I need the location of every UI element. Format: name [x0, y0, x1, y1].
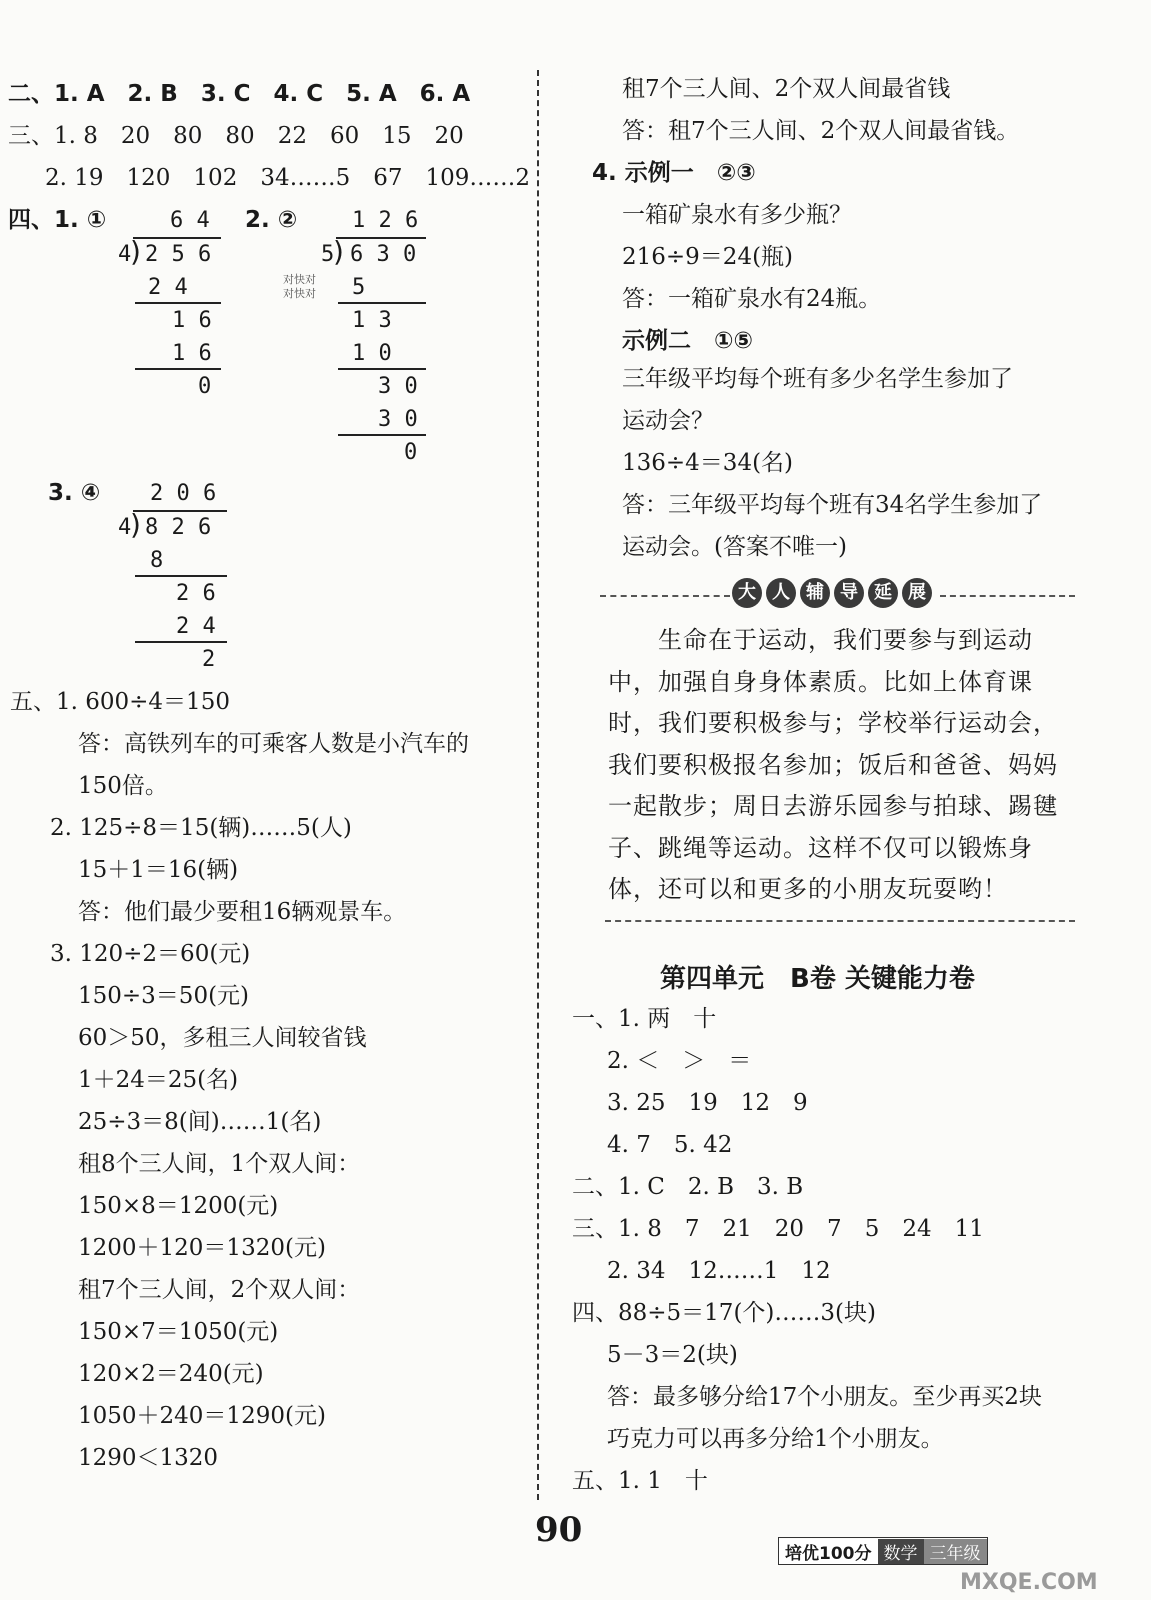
answer-line: 运动会。(答案不唯一) [622, 534, 847, 560]
remainder: 2 [202, 647, 216, 672]
word-problem-line: 150倍。 [78, 773, 168, 799]
word-problem-line: 150÷3＝50(元) [78, 983, 250, 1009]
page-number: 90 [535, 1510, 583, 1550]
answer-line: 答：一箱矿泉水有24瓶。 [622, 286, 882, 312]
remainder: 0 [198, 374, 212, 399]
quotient: 1 2 6 [352, 208, 419, 233]
banner-char: 导 [834, 578, 864, 608]
word-problem-line: 1290＜1320 [78, 1445, 219, 1471]
divider [600, 595, 730, 597]
answer-line: 136÷4＝34(名) [622, 450, 794, 476]
fill-answers-2: 2. 19 120 102 34……5 67 109……2 [45, 165, 531, 191]
answer-line: 答：租7个三人间、2个双人间最省钱。 [622, 118, 1020, 144]
answer-line: 4. 7 5. 42 [607, 1132, 733, 1158]
word-problem-line: 答：他们最少要租16辆观景车。 [78, 899, 407, 925]
answer-line: 四、88÷5＝17(个)……3(块) [572, 1300, 876, 1326]
division-label-3: 3. ④ [48, 480, 101, 506]
word-problem-line: 150×8＝1200(元) [78, 1193, 279, 1219]
divisor: 4 [118, 515, 132, 540]
mc-answers: 二、1. A 2. B 3. C 4. C 5. A 6. A [8, 81, 471, 107]
answer-line: 216÷9＝24(瓶) [622, 244, 794, 270]
banner-char: 延 [868, 578, 898, 608]
grade-label: 三年级 [924, 1539, 987, 1564]
subject-label: 数学 [878, 1539, 924, 1564]
answer-line: 三、1. 8 7 21 20 7 5 24 11 [572, 1216, 984, 1242]
answer-line: 一、1. 两 十 [572, 1006, 717, 1032]
answer-line: 二、1. C 2. B 3. B [572, 1174, 804, 1200]
answer-line: 租7个三人间、2个双人间最省钱 [622, 76, 951, 102]
word-problem-line: 150×7＝1050(元) [78, 1319, 279, 1345]
answer-line: 答：三年级平均每个班有34名学生参加了 [622, 492, 1043, 518]
word-problem-line: 3. 120÷2＝60(元) [50, 941, 251, 967]
answer-line: 答：最多够分给17个小朋友。至少再买2块 [607, 1384, 1042, 1410]
step: 1 3 [352, 308, 392, 333]
banner-char: 展 [902, 578, 932, 608]
step: 1 6 [172, 341, 212, 366]
dividend: 2 5 6 [145, 242, 212, 267]
quotient: 2 0 6 [150, 481, 217, 506]
step: 3 0 [378, 374, 418, 399]
step: 5 [352, 275, 366, 300]
example-1-label: 4. 示例一 ②③ [592, 160, 756, 186]
step: 2 4 [176, 614, 216, 639]
step: 2 6 [176, 581, 216, 606]
dividend: 6 3 0 [350, 242, 417, 267]
step: 1 6 [172, 308, 212, 333]
banner-char: 大 [732, 578, 762, 608]
answer-line: 三年级平均每个班有多少名学生参加了 [622, 366, 1013, 392]
division-label-2: 2. ② [245, 207, 298, 233]
brand-name: 培优100分 [779, 1539, 878, 1564]
answer-line: 3. 25 19 12 9 [607, 1090, 808, 1116]
word-problem-line: 2. 125÷8＝15(辆)……5(人) [50, 815, 352, 841]
stamp-text: 对快对 [283, 287, 316, 300]
word-problem-line: 25÷3＝8(间)……1(名) [78, 1109, 322, 1135]
fill-answers-1: 三、1. 8 20 80 80 22 60 15 20 [8, 123, 464, 149]
word-problem-line: 60＞50，多租三人间较省钱 [78, 1025, 367, 1051]
answer-line: 2. ＜ ＞ ＝ [607, 1048, 752, 1074]
watermark: MXQE.COM [960, 1570, 1098, 1595]
word-problem-line: 1050＋240＝1290(元) [78, 1403, 326, 1429]
divider [940, 595, 1075, 597]
banner-char: 辅 [800, 578, 830, 608]
divisor: 4 [118, 242, 132, 267]
banner-char: 人 [766, 578, 796, 608]
quotient: 6 4 [170, 208, 210, 233]
step: 3 0 [378, 407, 418, 432]
step: 8 [150, 548, 164, 573]
answer-line: 一箱矿泉水有多少瓶？ [622, 202, 852, 228]
column-divider [537, 70, 539, 1500]
word-problem-line: 五、1. 600÷4＝150 [10, 689, 230, 715]
word-problem-line: 1＋24＝25(名) [78, 1067, 239, 1093]
word-problem-line: 租8个三人间，1个双人间： [78, 1151, 361, 1177]
word-problem-line: 答：高铁列车的可乘客人数是小汽车的 [78, 731, 469, 757]
answer-line: 5－3＝2(块) [607, 1342, 738, 1368]
divider [605, 920, 1075, 922]
remainder: 0 [404, 440, 418, 465]
example-2-label: 示例二 ①⑤ [622, 328, 753, 354]
step: 2 4 [148, 275, 188, 300]
word-problem-line: 120×2＝240(元) [78, 1361, 264, 1387]
dividend: 8 2 6 [145, 515, 212, 540]
word-problem-line: 1200＋120＝1320(元) [78, 1235, 326, 1261]
answer-line: 巧克力可以再多分给1个小朋友。 [607, 1426, 944, 1452]
extension-banner [732, 578, 932, 612]
word-problem-line: 15＋1＝16(辆) [78, 857, 239, 883]
extension-paragraph: 生命在于运动，我们要参与到运动中，加强自身身体素质。比如上体育课时，我们要积极参与；学校举行运动会，我们要积极报名参加；饭后和爸爸、妈妈一起散步；周日去游乐园参与拍球、踢毽子、跳绳等运动。这样不仅可以锻炼身体，还可以和更多的小朋友玩耍哟！ [608, 626, 1058, 903]
word-problem-line: 租7个三人间，2个双人间： [78, 1277, 361, 1303]
division-label-1: 四、1. ① [8, 207, 107, 233]
answer-line: 运动会？ [622, 408, 714, 434]
step: 1 0 [352, 341, 392, 366]
answer-line: 五、1. 1 十 [572, 1468, 708, 1494]
stamp-text: 对快对 [283, 273, 316, 286]
divisor: 5 [321, 242, 335, 267]
answer-line: 2. 34 12……1 12 [607, 1258, 831, 1284]
brand-badge [778, 1537, 988, 1565]
section-title: 第四单元 B卷 关键能力卷 [660, 964, 975, 994]
